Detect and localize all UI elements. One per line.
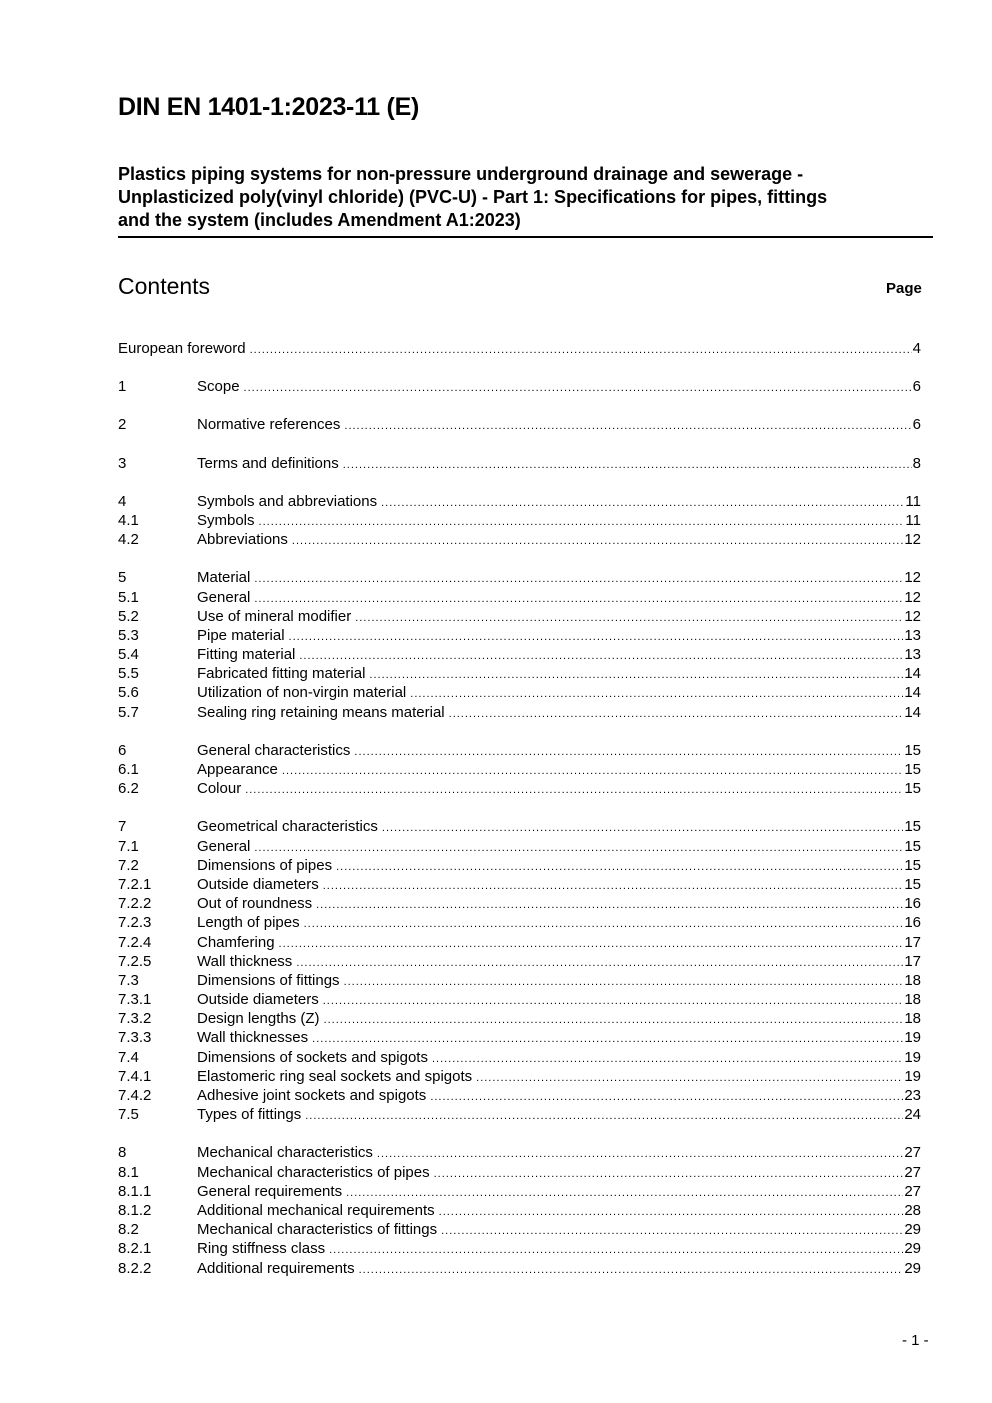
toc-entry[interactable] bbox=[118, 952, 921, 971]
toc-entry[interactable] bbox=[118, 1239, 921, 1258]
toc-entry[interactable] bbox=[118, 1163, 921, 1182]
toc-entry[interactable] bbox=[118, 1067, 921, 1086]
toc-dot-leader bbox=[359, 1261, 904, 1280]
document-title-line: and the system (includes Amendment A1:2023) bbox=[118, 210, 521, 230]
toc-entry-title[interactable]: Additional requirements bbox=[197, 1259, 355, 1277]
toc-dot-leader bbox=[410, 685, 903, 704]
toc-entry-page[interactable]: 19 bbox=[904, 1067, 921, 1085]
toc-entry-title[interactable]: Pipe material bbox=[197, 626, 285, 644]
toc-entry-page[interactable]: 15 bbox=[904, 875, 921, 893]
page-number: - 1 - bbox=[902, 1332, 929, 1349]
toc-entry[interactable] bbox=[118, 913, 921, 932]
document-title-line: Plastics piping systems for non-pressure underground drainage and sewerage - bbox=[118, 164, 804, 184]
toc-entry[interactable] bbox=[118, 339, 921, 358]
toc-dot-leader bbox=[449, 705, 904, 724]
toc-entry[interactable] bbox=[118, 377, 921, 396]
toc-entry-page[interactable]: 6 bbox=[912, 416, 921, 434]
toc-dot-leader bbox=[336, 858, 903, 877]
toc-entry[interactable] bbox=[118, 760, 921, 779]
toc-entry-page[interactable]: 15 bbox=[904, 761, 921, 778]
toc-dot-leader bbox=[296, 954, 903, 973]
toc-entry-page[interactable]: 24 bbox=[904, 1106, 921, 1124]
toc-dot-leader bbox=[254, 570, 903, 589]
toc-entry-number: 6.2 bbox=[118, 780, 139, 798]
toc-entry-number: 7.4.2 bbox=[118, 1087, 152, 1104]
toc-entry-title[interactable]: Geometrical characteristics bbox=[197, 818, 378, 836]
toc-entry-title[interactable]: Symbols bbox=[197, 511, 255, 529]
toc-entry-page[interactable]: 12 bbox=[904, 588, 921, 606]
toc-entry-title[interactable]: Outside diameters bbox=[197, 875, 319, 893]
toc-entry-title[interactable]: Scope bbox=[197, 378, 240, 396]
toc-entry-number: 4.2 bbox=[118, 531, 139, 549]
toc-entry-title[interactable]: Symbols and abbreviations bbox=[197, 492, 378, 510]
toc-entry-number: 8 bbox=[118, 1144, 127, 1162]
toc-entry-number: 7.5 bbox=[118, 1106, 139, 1124]
toc-entry[interactable] bbox=[118, 568, 921, 587]
toc-entry[interactable] bbox=[118, 454, 921, 473]
toc-dot-leader bbox=[305, 1107, 903, 1126]
toc-entry-page[interactable]: 11 bbox=[905, 492, 921, 510]
toc-entry-number: 7.1 bbox=[118, 837, 139, 855]
toc-entry-number: 5 bbox=[118, 569, 127, 587]
toc-entry-title[interactable]: Elastomeric ring seal sockets and spigots bbox=[197, 1067, 473, 1085]
toc-entry-page[interactable]: 27 bbox=[904, 1182, 921, 1200]
toc-entry-page[interactable]: 16 bbox=[904, 895, 921, 913]
toc-entry-number: 8.2 bbox=[118, 1221, 139, 1239]
toc-entry[interactable] bbox=[118, 530, 921, 549]
toc-entry[interactable] bbox=[118, 894, 921, 913]
toc-entry-page[interactable]: 4 bbox=[912, 340, 921, 357]
toc-entry[interactable] bbox=[118, 1048, 921, 1067]
toc-entry-title[interactable]: Chamfering bbox=[197, 933, 275, 951]
toc-dot-leader bbox=[259, 513, 905, 532]
toc-entry[interactable] bbox=[118, 990, 921, 1009]
toc-entry-title[interactable]: Wall thicknesses bbox=[197, 1029, 309, 1047]
toc-dot-leader bbox=[324, 1011, 904, 1030]
toc-entry-title[interactable]: General bbox=[197, 837, 251, 855]
toc-entry[interactable] bbox=[118, 415, 921, 434]
toc-entry-number: 7.3.3 bbox=[118, 1029, 152, 1047]
toc-dot-leader bbox=[355, 609, 903, 628]
contents-heading: Contents bbox=[118, 273, 211, 299]
toc-entry-number: 8.2.2 bbox=[118, 1259, 152, 1277]
toc-entry-title[interactable]: Types of fittings bbox=[197, 1106, 302, 1124]
toc-dot-leader bbox=[244, 379, 912, 398]
toc-entry-title[interactable]: Mechanical characteristics bbox=[197, 1144, 373, 1162]
toc-dot-leader bbox=[289, 628, 904, 647]
toc-entry[interactable] bbox=[118, 683, 921, 702]
toc-entry-title[interactable]: General characteristics bbox=[197, 741, 351, 759]
toc-entry-page[interactable]: 13 bbox=[904, 646, 921, 664]
toc-entry-title[interactable]: Mechanical characteristics of fittings bbox=[197, 1221, 438, 1239]
toc-entry-page[interactable]: 28 bbox=[904, 1201, 921, 1219]
document-id: DIN EN 1401-1:2023-11 (E) bbox=[118, 93, 419, 121]
toc-entry-number: 2 bbox=[118, 416, 127, 434]
toc-dot-leader bbox=[382, 819, 903, 838]
toc-entry-title[interactable]: Length of pipes bbox=[197, 914, 300, 932]
toc-entry[interactable] bbox=[118, 1201, 921, 1220]
toc-entry-number: 7.2.4 bbox=[118, 933, 152, 951]
toc-entry-page[interactable]: 11 bbox=[905, 511, 921, 529]
toc-entry-number: 4 bbox=[118, 492, 127, 510]
toc-entry-number: 5.6 bbox=[118, 684, 139, 702]
toc-entry-page[interactable]: 19 bbox=[904, 1029, 921, 1047]
toc-entry-title[interactable]: Dimensions of sockets and spigots bbox=[197, 1048, 428, 1066]
toc-entry[interactable] bbox=[118, 837, 921, 856]
toc-entry-number: 8.1.2 bbox=[118, 1201, 152, 1219]
toc-dot-leader bbox=[381, 494, 904, 513]
toc-entry-number: 7.3.2 bbox=[118, 1010, 152, 1028]
toc-entry-page[interactable]: 29 bbox=[904, 1240, 921, 1258]
toc-entry[interactable] bbox=[118, 588, 921, 607]
toc-entry-number: 7.2.5 bbox=[118, 952, 152, 970]
toc-entry-page[interactable]: 15 bbox=[904, 741, 921, 759]
toc-entry-title[interactable]: Ring stiffness class bbox=[197, 1240, 326, 1258]
toc-entry-number: 6.1 bbox=[118, 761, 139, 778]
toc-entry-number: 7.4.1 bbox=[118, 1067, 152, 1085]
toc-entry[interactable] bbox=[118, 1143, 921, 1162]
toc-entry-title[interactable]: Colour bbox=[197, 780, 242, 798]
toc-entry-number: 5.7 bbox=[118, 703, 139, 721]
toc-dot-leader bbox=[250, 341, 912, 360]
toc-dot-leader bbox=[292, 532, 903, 551]
toc-entry-title[interactable]: Use of mineral modifier bbox=[197, 607, 352, 625]
toc-entry[interactable] bbox=[118, 1182, 921, 1201]
toc-entry-page[interactable]: 17 bbox=[904, 952, 921, 970]
toc-entry-number: 4.1 bbox=[118, 511, 139, 529]
toc-entry-number: 7.2.1 bbox=[118, 875, 152, 893]
toc-entry-title[interactable]: Utilization of non-virgin material bbox=[197, 684, 407, 702]
toc-entry-title[interactable]: Fabricated fitting material bbox=[197, 665, 366, 683]
toc-entry[interactable] bbox=[118, 1259, 921, 1278]
toc-entry-title[interactable]: Adhesive joint sockets and spigots bbox=[197, 1087, 427, 1104]
toc-dot-leader bbox=[344, 417, 911, 436]
toc-dot-leader bbox=[441, 1222, 903, 1241]
toc-entry-number: 7.3.1 bbox=[118, 991, 152, 1009]
toc-entry-title[interactable]: General bbox=[197, 588, 251, 606]
toc-entry-number: 8.2.1 bbox=[118, 1240, 152, 1258]
toc-entry[interactable] bbox=[118, 511, 921, 530]
page-column-label: Page bbox=[886, 280, 922, 297]
toc-entry-title[interactable]: Appearance bbox=[197, 761, 278, 778]
toc-entry[interactable] bbox=[118, 1086, 921, 1105]
toc-entry[interactable] bbox=[118, 703, 921, 722]
toc-entry-page[interactable]: 14 bbox=[904, 703, 921, 721]
toc-entry-page[interactable]: 27 bbox=[904, 1144, 921, 1162]
toc-entry-page[interactable]: 27 bbox=[904, 1163, 921, 1181]
toc-dot-leader bbox=[316, 896, 903, 915]
toc-entry-number: 1 bbox=[118, 378, 127, 396]
toc-dot-leader bbox=[279, 935, 904, 954]
document-title-line: Unplasticized poly(vinyl chloride) (PVC-U) - Part 1: Specifications for pipes, fittings bbox=[118, 187, 828, 207]
toc-entry-page[interactable]: 14 bbox=[904, 665, 921, 683]
toc-entry[interactable] bbox=[118, 492, 921, 511]
toc-dot-leader bbox=[323, 877, 904, 896]
toc-entry[interactable] bbox=[118, 971, 921, 990]
toc-entry-number: 7.2.3 bbox=[118, 914, 152, 932]
toc-entry[interactable] bbox=[118, 1105, 921, 1124]
toc-entry-number: 5.2 bbox=[118, 607, 139, 625]
toc-dot-leader bbox=[354, 743, 903, 762]
toc-entry-page[interactable]: 23 bbox=[904, 1087, 921, 1104]
toc-entry-number: 7.2.2 bbox=[118, 895, 152, 913]
toc-entry-number: 8.1.1 bbox=[118, 1182, 152, 1200]
toc-entry-page[interactable]: 18 bbox=[904, 971, 921, 989]
toc-dot-leader bbox=[434, 1165, 904, 1184]
table-of-contents bbox=[118, 339, 921, 1278]
toc-entry-number: 3 bbox=[118, 454, 127, 472]
toc-entry[interactable] bbox=[118, 1220, 921, 1239]
toc-dot-leader bbox=[282, 762, 903, 781]
toc-entry-title[interactable]: Additional mechanical requirements bbox=[197, 1201, 435, 1219]
toc-entry-page[interactable]: 15 bbox=[904, 856, 921, 874]
toc-entry-number: 5.5 bbox=[118, 665, 139, 683]
toc-entry-page[interactable]: 6 bbox=[912, 378, 921, 396]
toc-entry-title[interactable]: European foreword bbox=[118, 340, 246, 357]
toc-dot-leader bbox=[299, 647, 903, 666]
toc-dot-leader bbox=[343, 456, 912, 475]
toc-entry[interactable] bbox=[118, 607, 921, 626]
toc-entry-number: 5.4 bbox=[118, 646, 139, 664]
toc-dot-leader bbox=[344, 973, 904, 992]
toc-entry[interactable] bbox=[118, 664, 921, 683]
toc-entry-page[interactable]: 18 bbox=[904, 991, 921, 1009]
toc-entry-title[interactable]: Terms and definitions bbox=[197, 454, 339, 472]
toc-entry-page[interactable]: 12 bbox=[904, 607, 921, 625]
toc-entry-page[interactable]: 12 bbox=[904, 569, 921, 587]
toc-entry-page[interactable]: 17 bbox=[904, 933, 921, 951]
toc-dot-leader bbox=[323, 992, 904, 1011]
toc-entry-page[interactable]: 19 bbox=[904, 1048, 921, 1066]
toc-entry-title[interactable]: Sealing ring retaining means material bbox=[197, 703, 445, 721]
toc-dot-leader bbox=[254, 839, 903, 858]
toc-entry-page[interactable]: 12 bbox=[904, 531, 921, 549]
toc-entry-title[interactable]: General requirements bbox=[197, 1182, 343, 1200]
toc-dot-leader bbox=[329, 1241, 903, 1260]
toc-entry[interactable] bbox=[118, 626, 921, 645]
toc-entry-number: 7.3 bbox=[118, 971, 139, 989]
toc-entry-title[interactable]: Dimensions of pipes bbox=[197, 856, 333, 874]
toc-entry-page[interactable]: 13 bbox=[904, 626, 921, 644]
toc-dot-leader bbox=[304, 915, 904, 934]
toc-entry-page[interactable]: 15 bbox=[904, 818, 921, 836]
toc-entry-title[interactable]: Design lengths (Z) bbox=[197, 1010, 320, 1028]
toc-entry-title[interactable]: Outside diameters bbox=[197, 991, 319, 1009]
toc-entry-page[interactable]: 29 bbox=[904, 1221, 921, 1239]
toc-entry-number: 5.3 bbox=[118, 626, 139, 644]
toc-entry-page[interactable]: 16 bbox=[904, 914, 921, 932]
document-title bbox=[118, 163, 933, 238]
toc-dot-leader bbox=[369, 666, 903, 685]
toc-entry[interactable] bbox=[118, 856, 921, 875]
toc-entry-number: 7.2 bbox=[118, 856, 139, 874]
toc-dot-leader bbox=[476, 1069, 903, 1088]
toc-entry-title[interactable]: Out of roundness bbox=[197, 895, 313, 913]
toc-entry-title[interactable]: Mechanical characteristics of pipes bbox=[197, 1163, 430, 1181]
toc-entry[interactable] bbox=[118, 1028, 921, 1047]
toc-entry-page[interactable]: 14 bbox=[904, 684, 921, 702]
toc-dot-leader bbox=[377, 1145, 903, 1164]
toc-entry-title[interactable]: Abbreviations bbox=[197, 531, 288, 549]
toc-dot-leader bbox=[430, 1088, 903, 1107]
toc-dot-leader bbox=[432, 1050, 903, 1069]
toc-dot-leader bbox=[439, 1203, 904, 1222]
toc-entry-title[interactable]: Dimensions of fittings bbox=[197, 971, 340, 989]
toc-entry[interactable] bbox=[118, 1009, 921, 1028]
toc-entry-page[interactable]: 15 bbox=[904, 780, 921, 798]
toc-entry-title[interactable]: Normative references bbox=[197, 416, 341, 434]
toc-entry-number: 8.1 bbox=[118, 1163, 139, 1181]
toc-entry-page[interactable]: 15 bbox=[904, 837, 921, 855]
toc-entry-title[interactable]: Fitting material bbox=[197, 646, 296, 664]
toc-entry[interactable] bbox=[118, 933, 921, 952]
toc-dot-leader bbox=[245, 781, 903, 800]
toc-entry-page[interactable]: 18 bbox=[904, 1010, 921, 1028]
toc-entry[interactable] bbox=[118, 779, 921, 798]
toc-entry[interactable] bbox=[118, 817, 921, 836]
toc-entry-page[interactable]: 29 bbox=[904, 1259, 921, 1277]
toc-entry[interactable] bbox=[118, 645, 921, 664]
toc-entry-number: 6 bbox=[118, 741, 127, 759]
toc-entry-title[interactable]: Wall thickness bbox=[197, 952, 293, 970]
toc-entry-number: 5.1 bbox=[118, 588, 139, 606]
toc-entry-title[interactable]: Material bbox=[197, 569, 251, 587]
toc-entry-number: 7.4 bbox=[118, 1048, 139, 1066]
toc-entry[interactable] bbox=[118, 875, 921, 894]
toc-entry-number: 7 bbox=[118, 818, 127, 836]
toc-entry[interactable] bbox=[118, 741, 921, 760]
toc-entry-page[interactable]: 8 bbox=[912, 454, 921, 472]
